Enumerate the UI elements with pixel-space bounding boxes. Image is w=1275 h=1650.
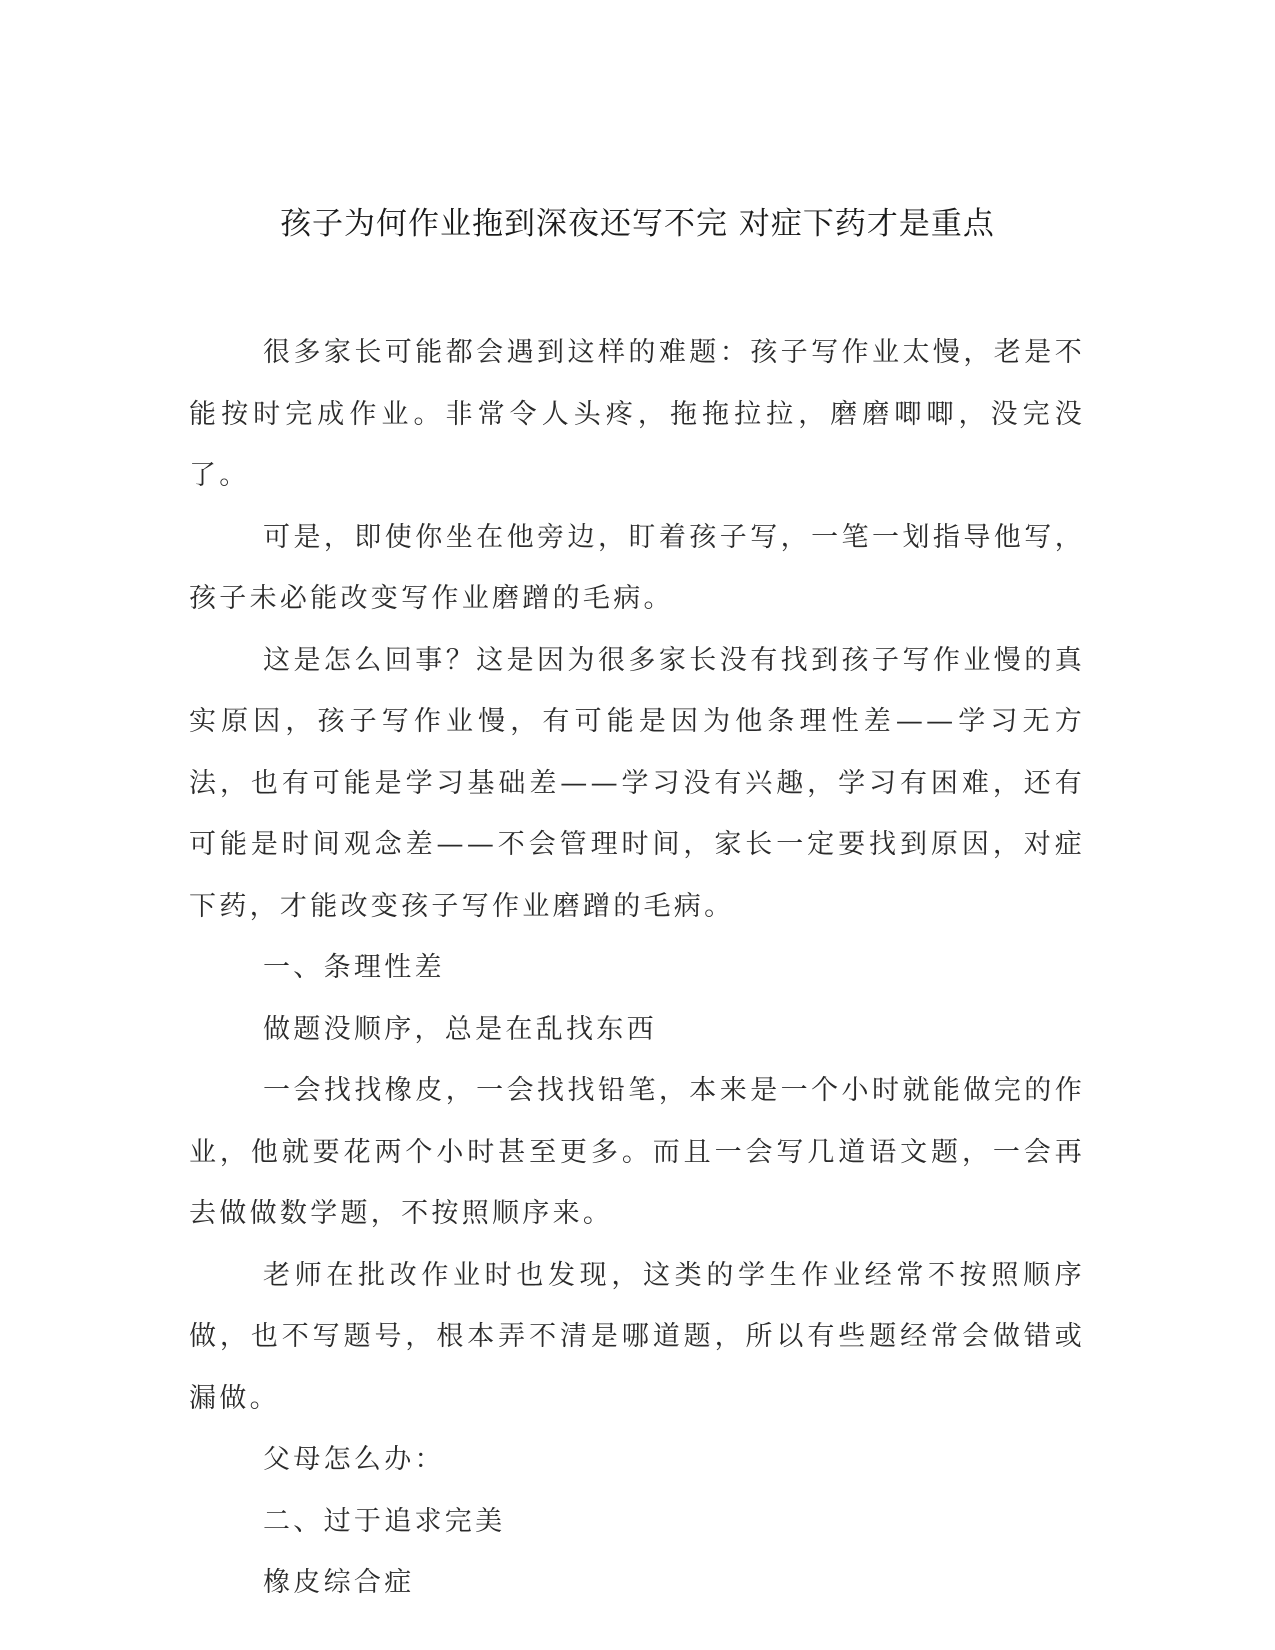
- paragraph-parents: 父母怎么办：: [263, 1444, 445, 1475]
- subheading-1: 做题没顺序，总是在乱找东西: [263, 1013, 657, 1045]
- section-heading-2: 二、过于追求完美: [263, 1505, 506, 1537]
- paragraph-reasons: 这是怎么回事？这是因为很多家长没有找到孩子写作业慢的真实原因，孩子写作业慢，有可能是因为他条理性差——学习无方法，也有可能是学习基础差——学习没有兴趣，学习有困难，还有可能是时间观念差——不会管理时间，家长一定要找到原因，对症下药，才能改变孩子写作业磨蹭的毛病。: [189, 644, 1085, 922]
- paragraph-example: 一会找找橡皮，一会找找铅笔，本来是一个小时就能做完的作业，他就要花两个小时甚至更多。而且一会写几道语文题，一会再去做做数学题，不按照顺序来。: [189, 1075, 1085, 1229]
- document-body: [189, 322, 1085, 1614]
- subheading-2: 橡皮综合症: [263, 1567, 415, 1598]
- paragraph-intro: 很多家长可能都会遇到这样的难题：孩子写作业太慢，老是不能按时完成作业。非常令人头疼，拖拖拉拉，磨磨唧唧，没完没了。: [189, 337, 1085, 491]
- paragraph-teacher: 老师在批改作业时也发现，这类的学生作业经常不按照顺序做，也不写题号，根本弄不清是哪道题，所以有些题经常会做错或漏做。: [189, 1259, 1085, 1414]
- paragraph-supervision: 可是，即使你坐在他旁边，盯着孩子写，一笔一划指导他写，孩子未必能改变写作业磨蹭的毛病。: [189, 521, 1085, 614]
- section-heading-1: 一、条理性差: [263, 952, 445, 983]
- document-title: 孩子为何作业拖到深夜还写不完 对症下药才是重点: [280, 206, 995, 242]
